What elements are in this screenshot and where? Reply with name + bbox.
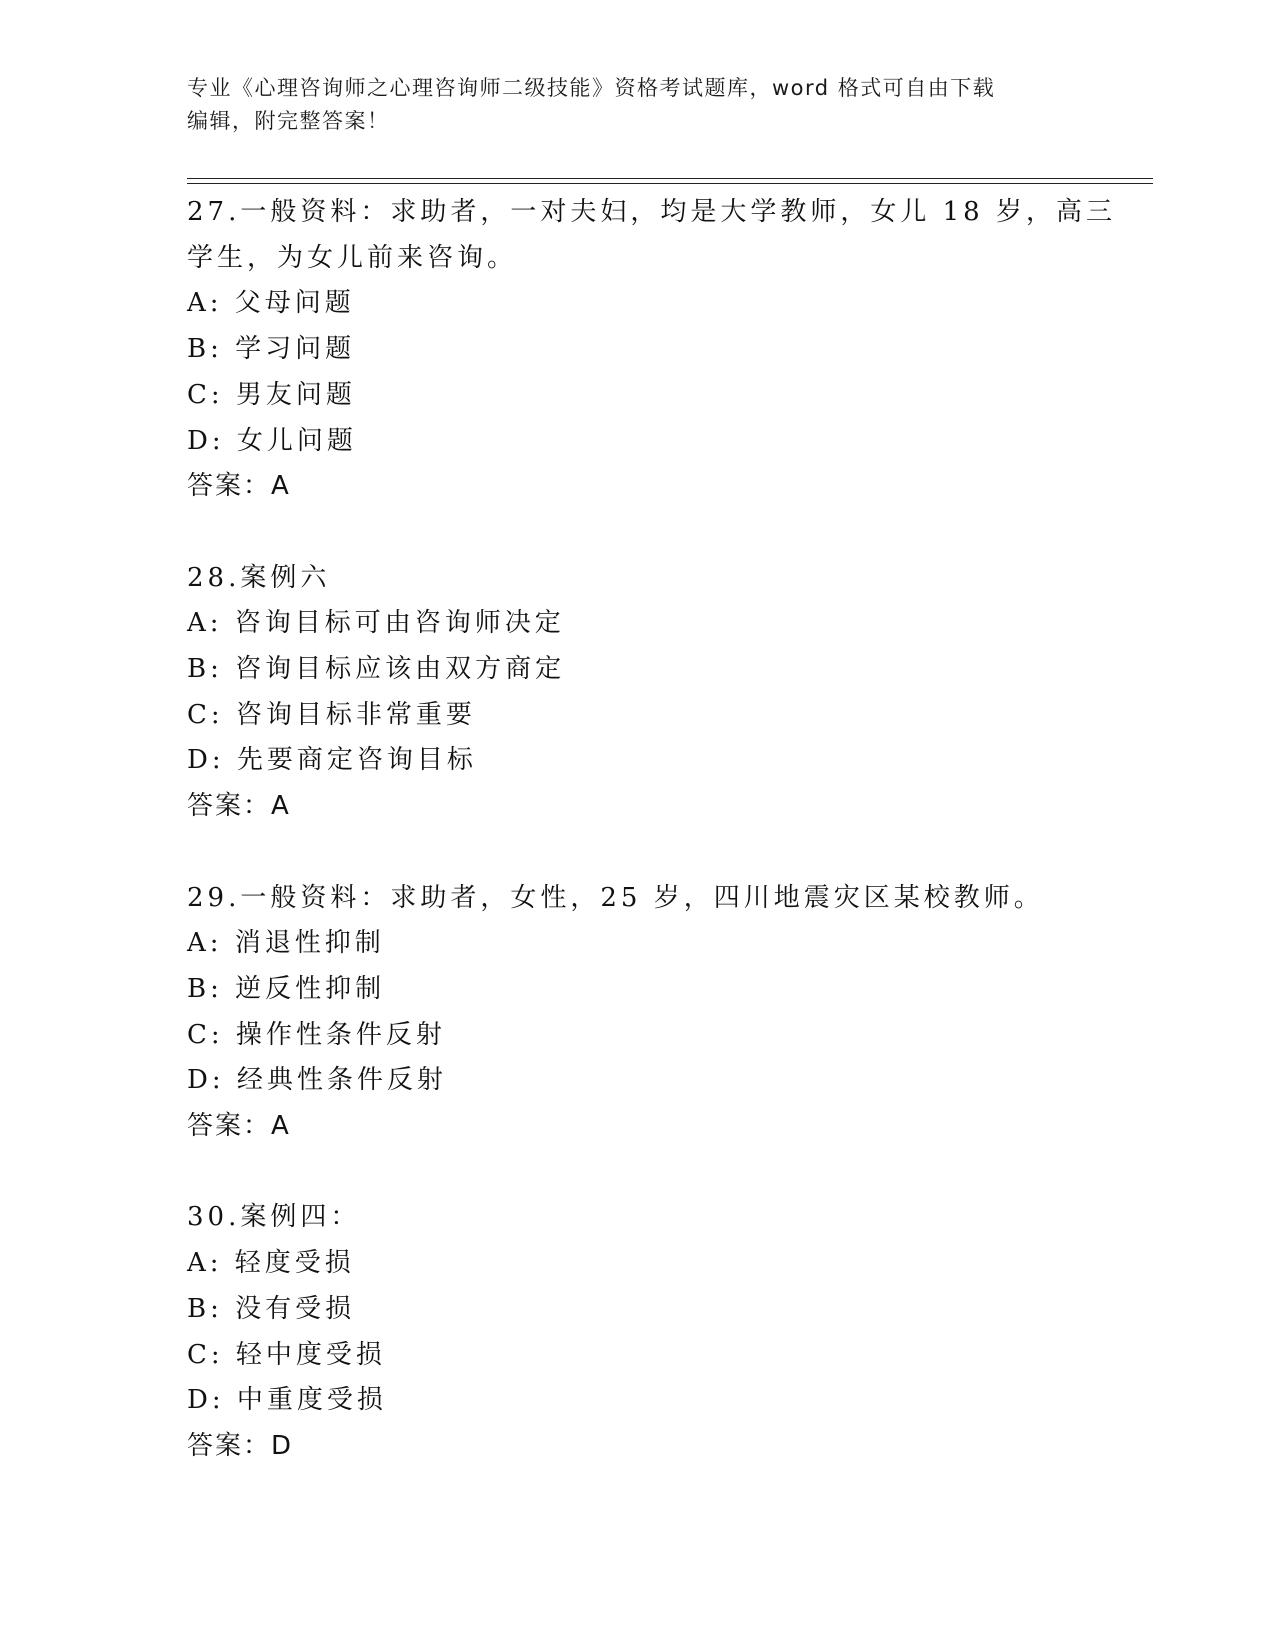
question-stem: 27.一般资料：求助者，一对夫妇，均是大学教师，女儿 18 岁，高三	[187, 197, 1116, 227]
header-divider-bottom	[187, 183, 1153, 184]
document-header	[187, 72, 1067, 138]
option-a: A: 轻度受损	[187, 1248, 355, 1279]
question-list	[187, 190, 1116, 1470]
option-a: A: 消退性抑制	[187, 928, 385, 959]
option-d: D: 中重度受损	[187, 1385, 387, 1416]
header-line-2: 编辑，附完整答案！	[187, 109, 390, 133]
question-spacer	[187, 510, 1077, 556]
question-stem: 29.一般资料：求助者，女性，25 岁，四川地震灾区某校教师。	[187, 882, 1044, 913]
answer: 答案：A	[187, 791, 291, 822]
option-b: B: 没有受损	[187, 1293, 356, 1324]
question-29	[187, 876, 1077, 1150]
answer: 答案：D	[187, 1430, 294, 1461]
option-b: B: 学习问题	[187, 334, 356, 365]
option-b: B: 逆反性抑制	[187, 973, 386, 1004]
header-divider-top	[187, 178, 1153, 179]
answer: 答案：A	[187, 471, 291, 502]
option-c: C: 轻中度受损	[187, 1339, 386, 1370]
option-a: A: 咨询目标可由咨询师决定	[187, 608, 565, 639]
question-27	[187, 190, 1116, 510]
answer: 答案：A	[187, 1111, 291, 1142]
option-d: D: 先要商定咨询目标	[187, 745, 477, 776]
option-d: D: 经典性条件反射	[187, 1065, 447, 1096]
option-b: B: 咨询目标应该由双方商定	[187, 654, 566, 685]
question-stem-continued: 学生，为女儿前来咨询。	[187, 242, 518, 273]
option-a: A: 父母问题	[187, 288, 355, 319]
question-spacer	[187, 830, 1077, 876]
question-spacer	[187, 1150, 1077, 1196]
header-line-1: 专业《心理咨询师之心理咨询师二级技能》资格考试题库，word 格式可自由下载	[187, 76, 996, 100]
question-stem: 30.案例四：	[187, 1202, 361, 1233]
option-c: C: 操作性条件反射	[187, 1019, 446, 1050]
option-c: C: 咨询目标非常重要	[187, 699, 476, 730]
option-c: C: 男友问题	[187, 379, 356, 410]
question-stem: 28.案例六	[187, 562, 331, 593]
option-d: D: 女儿问题	[187, 425, 357, 456]
question-28	[187, 556, 1077, 830]
question-30	[187, 1195, 1077, 1469]
